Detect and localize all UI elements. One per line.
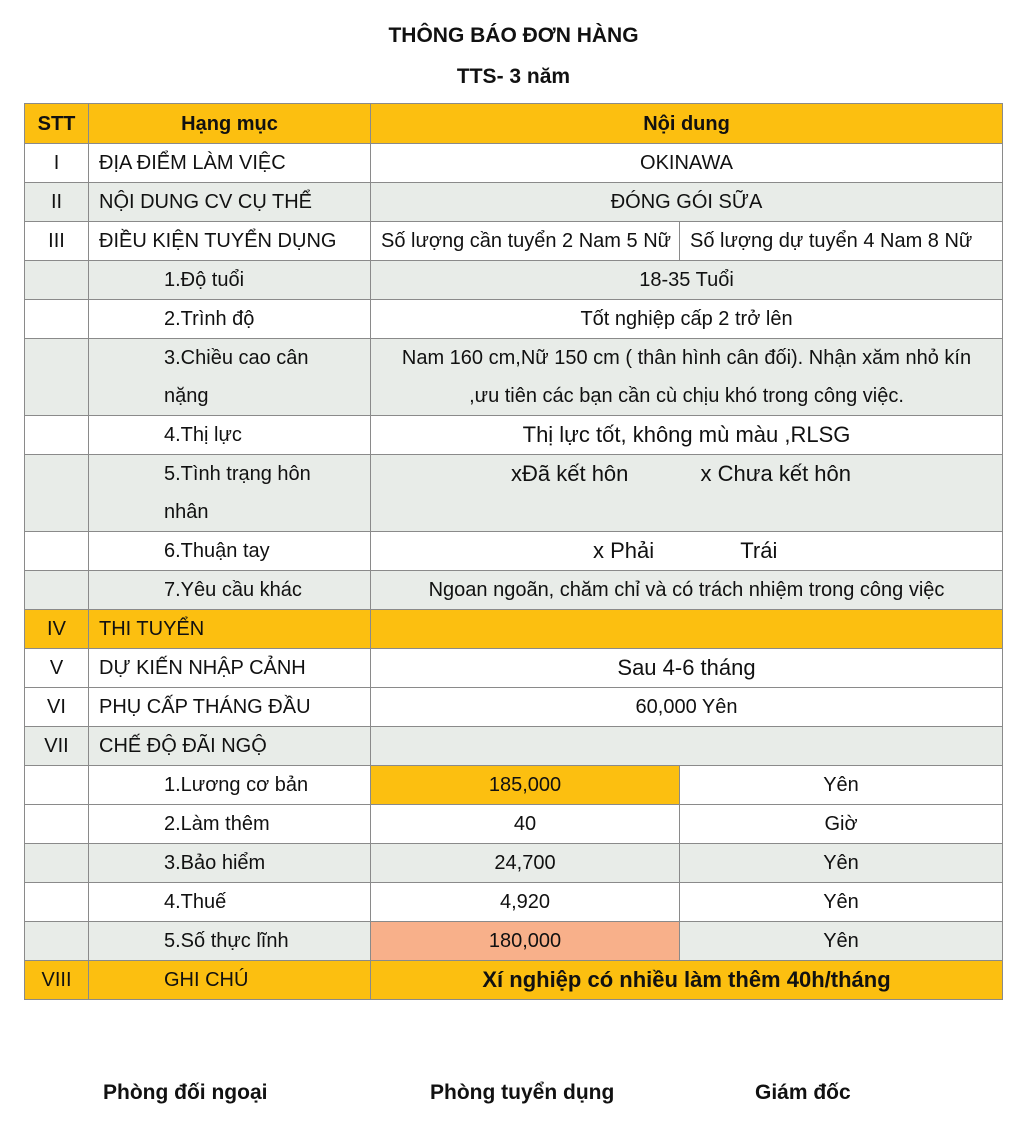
row-unit: Yên <box>680 766 1003 805</box>
table-row <box>25 300 1003 339</box>
row-value: ĐÓNG GÓI SỮA <box>371 183 1003 222</box>
table-row <box>25 416 1003 455</box>
signature-director: Giám đốc <box>755 1081 851 1104</box>
hand-option-right: x Phải <box>593 538 655 563</box>
row-unit: Yên <box>680 844 1003 883</box>
table-row <box>25 532 1003 571</box>
row-label: 1.Lương cơ bản <box>89 766 371 805</box>
table-row <box>25 961 1003 1000</box>
header-stt: STT <box>25 104 89 144</box>
row-label: 3.Chiều cao cân nặng <box>89 339 371 416</box>
table-row <box>25 339 1003 416</box>
row-unit: Giờ <box>680 805 1003 844</box>
row-value: Ngoan ngoãn, chăm chỉ và có trách nhiệm trong công việc <box>371 571 1003 610</box>
row-label: 3.Bảo hiểm <box>89 844 371 883</box>
row-value: 24,700 <box>371 844 680 883</box>
row-stt: II <box>25 183 89 222</box>
row-label: GHI CHÚ <box>89 961 371 1000</box>
row-value: OKINAWA <box>371 144 1003 183</box>
marital-option-single: x Chưa kết hôn <box>700 461 852 486</box>
table-row <box>25 766 1003 805</box>
table-row <box>25 571 1003 610</box>
signature-foreign-affairs: Phòng đối ngoại <box>103 1081 268 1104</box>
header-category: Hạng mục <box>89 104 371 144</box>
signature-recruitment: Phòng tuyển dụng <box>430 1081 615 1104</box>
row-stt: III <box>25 222 89 261</box>
row-label: 1.Độ tuổi <box>89 261 371 300</box>
table-row <box>25 222 1003 261</box>
table-row <box>25 649 1003 688</box>
table-row <box>25 144 1003 183</box>
recruit-count: Số lượng cần tuyển 2 Nam 5 Nữ <box>371 222 680 261</box>
table-row <box>25 844 1003 883</box>
row-value: 18-35 Tuổi <box>371 261 1003 300</box>
table-row <box>25 183 1003 222</box>
row-label: DỰ KIẾN NHẬP CẢNH <box>89 649 371 688</box>
row-value: 40 <box>371 805 680 844</box>
row-label: 7.Yêu cầu khác <box>89 571 371 610</box>
row-value: Nam 160 cm,Nữ 150 cm ( thân hình cân đối). Nhận xăm nhỏ kín ,ưu tiên các bạn cần cù chịu khó trong công việc. <box>371 339 1003 416</box>
table-row <box>25 805 1003 844</box>
row-value: Tốt nghiệp cấp 2 trở lên <box>371 300 1003 339</box>
order-table <box>24 103 1003 1000</box>
row-value: Sau 4-6 tháng <box>371 649 1003 688</box>
row-label: CHẾ ĐỘ ĐÃI NGỘ <box>89 727 371 766</box>
marital-option-married: xĐã kết hôn <box>511 461 629 486</box>
marital-options <box>371 455 1003 532</box>
row-value <box>371 610 1003 649</box>
row-stt: VII <box>25 727 89 766</box>
table-row <box>25 883 1003 922</box>
hand-option-left: Trái <box>740 538 778 563</box>
row-label: ĐỊA ĐIỂM LÀM VIỆC <box>89 144 371 183</box>
row-stt: IV <box>25 610 89 649</box>
row-label: 5.Số thực lĩnh <box>89 922 371 961</box>
row-unit: Yên <box>680 883 1003 922</box>
row-label: 5.Tình trạng hôn nhân <box>89 455 371 532</box>
row-value: 4,920 <box>371 883 680 922</box>
table-header-row <box>25 104 1003 144</box>
note-value: Xí nghiệp có nhiều làm thêm 40h/tháng <box>371 961 1003 1000</box>
row-label: 4.Thuế <box>89 883 371 922</box>
table-row <box>25 727 1003 766</box>
row-stt: VI <box>25 688 89 727</box>
row-value: Thị lực tốt, không mù màu ,RLSG <box>371 416 1003 455</box>
row-stt: I <box>25 144 89 183</box>
hand-options <box>371 532 1003 571</box>
row-label: 2.Làm thêm <box>89 805 371 844</box>
row-label: 4.Thị lực <box>89 416 371 455</box>
row-label: 2.Trình độ <box>89 300 371 339</box>
row-label: NỘI DUNG CV CỤ THỂ <box>89 183 371 222</box>
table-row <box>25 922 1003 961</box>
row-value: 180,000 <box>371 922 680 961</box>
table-row <box>25 610 1003 649</box>
row-value <box>371 727 1003 766</box>
row-value: 185,000 <box>371 766 680 805</box>
row-label: 6.Thuận tay <box>89 532 371 571</box>
table-row <box>25 455 1003 532</box>
row-label: ĐIỀU KIỆN TUYỂN DỤNG <box>89 222 371 261</box>
row-stt: V <box>25 649 89 688</box>
row-value: 60,000 Yên <box>371 688 1003 727</box>
row-label: THI TUYỂN <box>89 610 371 649</box>
table-row <box>25 261 1003 300</box>
document-subtitle: TTS- 3 năm <box>456 65 571 88</box>
row-unit: Yên <box>680 922 1003 961</box>
candidate-count: Số lượng dự tuyển 4 Nam 8 Nữ <box>680 222 1003 261</box>
row-stt: VIII <box>25 961 89 1000</box>
table-row <box>25 688 1003 727</box>
row-label: PHỤ CẤP THÁNG ĐẦU <box>89 688 371 727</box>
document-title: THÔNG BÁO ĐƠN HÀNG <box>388 24 639 47</box>
header-content: Nội dung <box>371 104 1003 144</box>
